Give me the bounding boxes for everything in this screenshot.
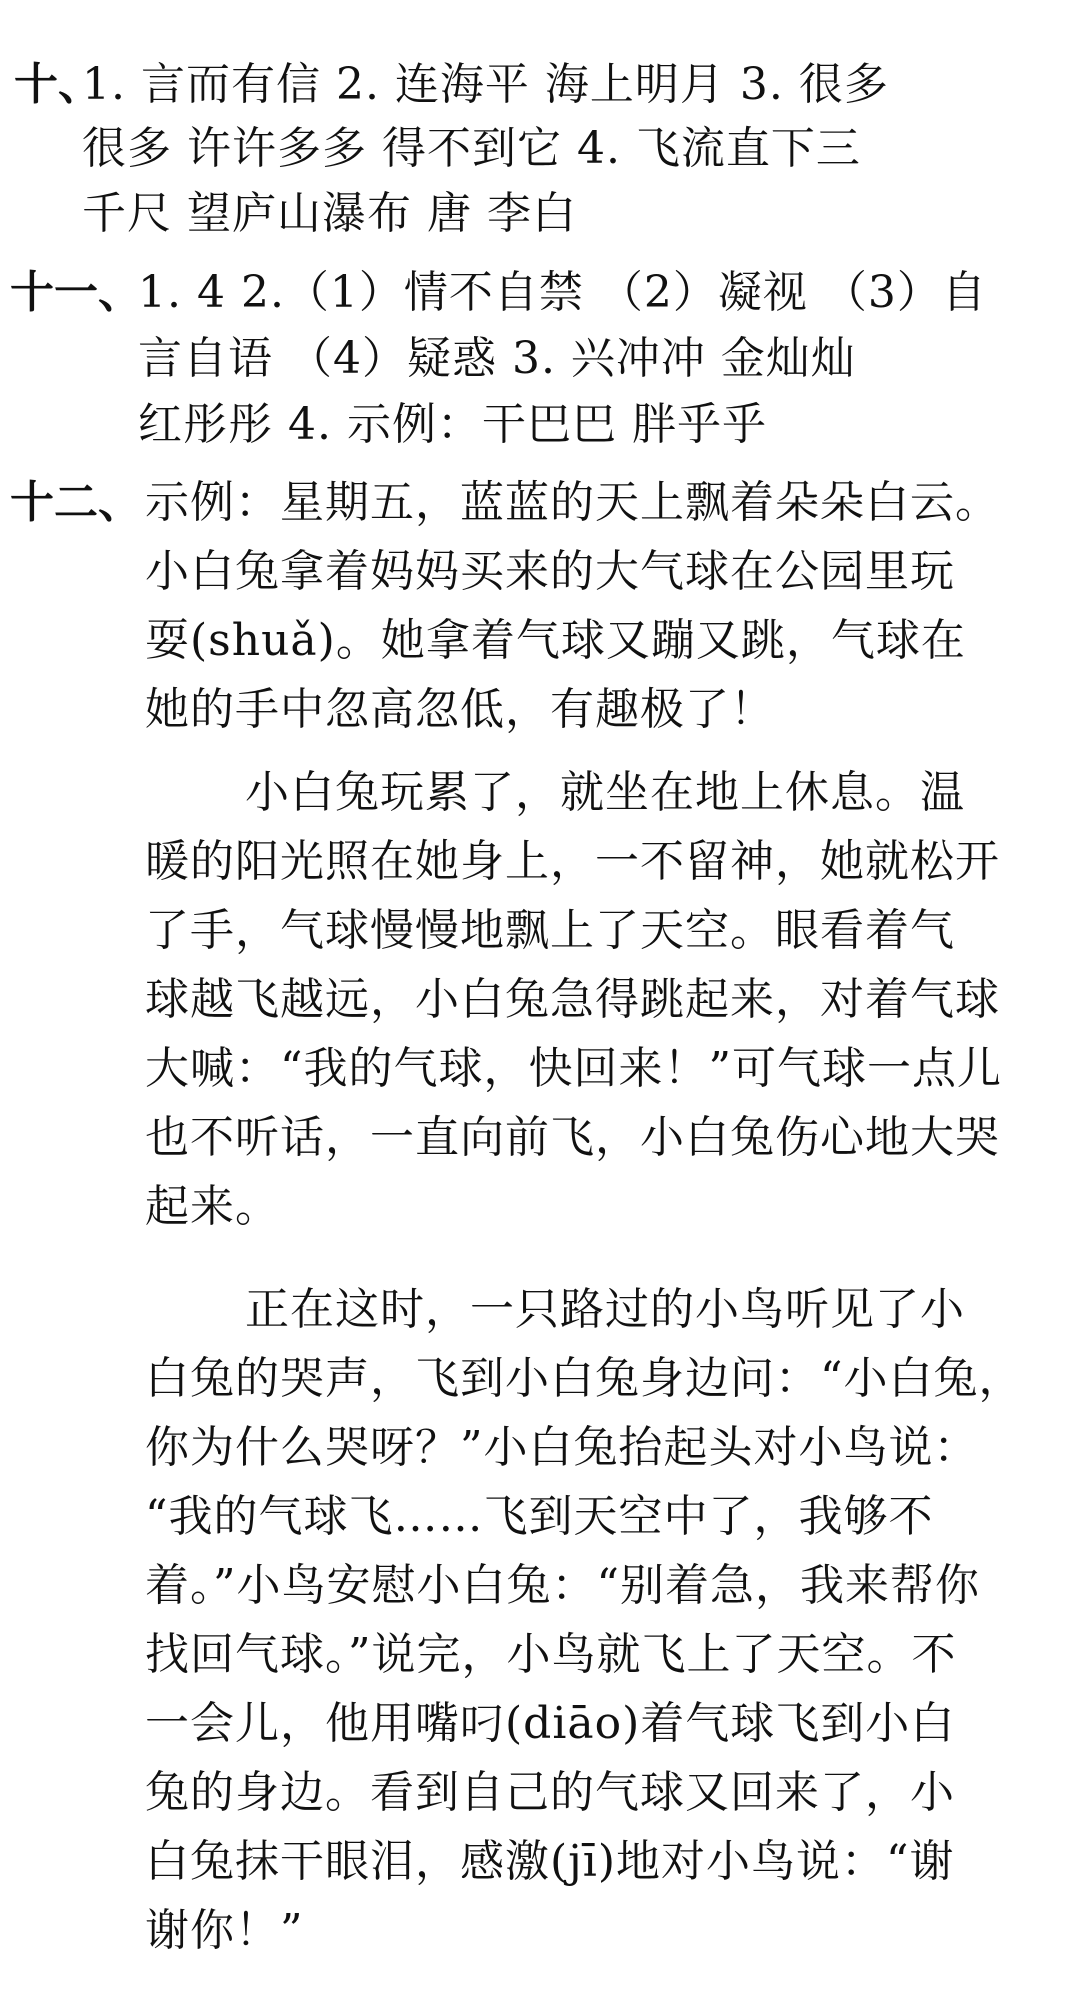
- essay-line: 着。”小鸟安慰小白兔：“别着急，我来帮你: [145, 1560, 980, 1611]
- essay-line: 你为什么哭呀？”小白兔抬起头对小鸟说：: [145, 1422, 979, 1473]
- answer-line: 红彤彤 4. 示例：干巴巴 胖乎乎: [138, 399, 767, 450]
- essay-line: 了手，气球慢慢地飘上了天空。眼看着气: [145, 905, 955, 956]
- essay-line: 起来。: [145, 1181, 280, 1232]
- essay-line: 白兔的哭声，飞到小白兔身边问：“小白兔，: [145, 1353, 1024, 1404]
- essay-line: 球越飞越远，小白兔急得跳起来，对着气球: [145, 974, 1000, 1025]
- essay-line: 找回气球。”说完，小鸟就飞上了天空。不: [145, 1629, 957, 1680]
- essay-line: 正在这时，一只路过的小鸟听见了小: [245, 1284, 965, 1335]
- essay-line: 耍(shuǎ)。她拿着气球又蹦又跳，气球在: [145, 615, 966, 666]
- essay-line: 她的手中忽高忽低，有趣极了！: [145, 684, 775, 735]
- section-label-11: 十一、: [10, 267, 142, 318]
- answer-line: 很多 许许多多 得不到它 4. 飞流直下三: [82, 123, 861, 174]
- answer-line: 言自语 （4）疑惑 3. 兴冲冲 金灿灿: [138, 333, 856, 384]
- answer-line: 1. 言而有信 2. 连海平 海上明月 3. 很多: [82, 59, 889, 110]
- essay-line: 也不听话，一直向前飞，小白兔伤心地大哭: [145, 1112, 1000, 1163]
- essay-line: 一会儿，他用嘴叼(diāo)着气球飞到小白: [145, 1698, 956, 1749]
- section-label-10: 十、: [14, 59, 102, 110]
- essay-line: 小白兔拿着妈妈买来的大气球在公园里玩: [145, 546, 955, 597]
- essay-line: 示例：星期五，蓝蓝的天上飘着朵朵白云。: [145, 477, 1000, 528]
- essay-line: 谢你！”: [145, 1905, 304, 1956]
- essay-line: 白兔抹干眼泪，感激(jī)地对小鸟说：“谢: [145, 1836, 955, 1887]
- essay-line: 小白兔玩累了，就坐在地上休息。温: [245, 767, 965, 818]
- answer-line: 1. 4 2.（1）情不自禁 （2）凝视 （3）自: [138, 267, 987, 318]
- essay-line: 暖的阳光照在她身上，一不留神，她就松开: [145, 836, 1000, 887]
- essay-line: “我的气球飞……飞到天空中了，我够不: [145, 1491, 934, 1542]
- section-label-12: 十二、: [10, 477, 142, 528]
- essay-line: 兔的身边。看到自己的气球又回来了，小: [145, 1767, 955, 1818]
- answer-line: 千尺 望庐山瀑布 唐 李白: [82, 188, 577, 239]
- essay-line: 大喊：“我的气球，快回来！”可气球一点儿: [145, 1043, 1002, 1094]
